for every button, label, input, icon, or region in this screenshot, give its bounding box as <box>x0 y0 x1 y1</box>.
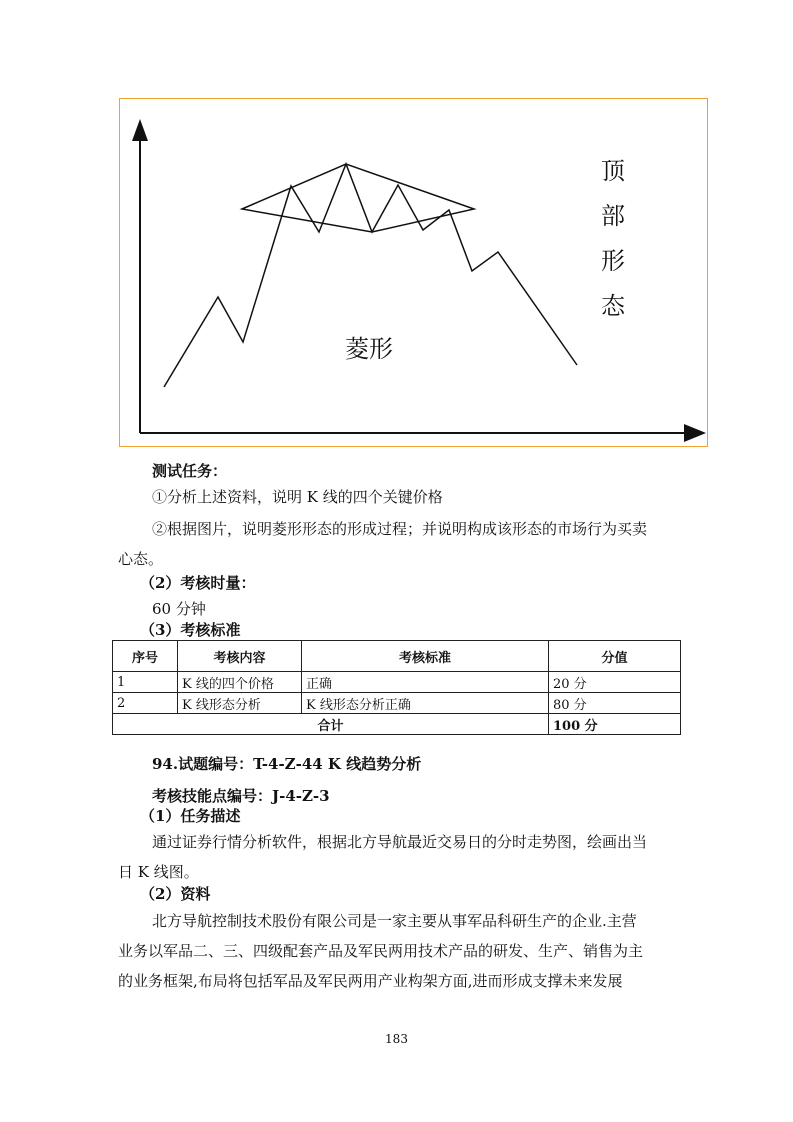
time-value: 60 分钟 <box>152 600 206 618</box>
task-item-2-line2: 心态。 <box>118 550 164 568</box>
diamond-pattern-figure <box>119 98 708 447</box>
page-number: 183 <box>385 1032 408 1046</box>
material-heading: （2）资料 <box>140 885 211 903</box>
table-cell: K 线的四个价格 <box>178 672 302 693</box>
column-header: 考核标准 <box>302 641 549 672</box>
label-char: 部 <box>601 202 625 230</box>
standard-heading: （3）考核标准 <box>140 621 241 639</box>
label-char: 顶 <box>601 157 625 185</box>
skill-code: 考核技能点编号：J-4-Z-3 <box>152 787 330 805</box>
material-line3: 的业务框架,布局将包括军品及军民两用产业构架方面,进而形成支撑未来发展 <box>118 972 623 990</box>
table-cell: 1 <box>113 672 178 693</box>
task-description-line2: 日 K 线图。 <box>118 863 199 881</box>
total-label: 合计 <box>113 714 549 735</box>
diamond-label: 菱形 <box>345 335 393 363</box>
standard-table <box>112 640 681 735</box>
x-axis-arrow <box>684 424 706 442</box>
question-title: 94.试题编号：T-4-Z-44 K 线趋势分析 <box>152 755 422 773</box>
task-description-heading: （1）任务描述 <box>140 807 241 825</box>
task-heading: 测试任务： <box>152 462 228 480</box>
table-cell: 2 <box>113 693 178 714</box>
material-line2: 业务以军品二、三、四级配套产品及军民两用技术产品的研发、生产、销售为主 <box>118 942 644 960</box>
material-line1: 北方导航控制技术股份有限公司是一家主要从事军品科研生产的企业.主营 <box>152 912 637 930</box>
table-header-row <box>113 641 681 672</box>
time-heading: （2）考核时量： <box>140 574 256 592</box>
y-axis-arrow <box>132 119 148 141</box>
task-item-1: ①分析上述资料，说明 K 线的四个关键价格 <box>152 488 443 506</box>
total-value: 100 分 <box>549 714 681 735</box>
column-header: 分值 <box>549 641 681 672</box>
table-row <box>113 693 681 714</box>
label-char: 态 <box>601 292 625 320</box>
table-cell: K 线形态分析正确 <box>302 693 549 714</box>
diamond-outline <box>242 164 474 232</box>
task-item-2-line1: ②根据图片，说明菱形形态的形成过程；并说明构成该形态的市场行为买卖 <box>152 520 648 538</box>
table-row <box>113 672 681 693</box>
table-cell: 正确 <box>302 672 549 693</box>
column-header: 考核内容 <box>178 641 302 672</box>
label-char: 形 <box>601 247 625 275</box>
table-total-row <box>113 714 681 735</box>
column-header: 序号 <box>113 641 178 672</box>
table-cell: 20 分 <box>549 672 681 693</box>
table-cell: K 线形态分析 <box>178 693 302 714</box>
table-cell: 80 分 <box>549 693 681 714</box>
task-description-line1: 通过证券行情分析软件，根据北方导航最近交易日的分时走势图，绘画出当 <box>152 833 648 851</box>
top-pattern-label <box>598 149 628 329</box>
